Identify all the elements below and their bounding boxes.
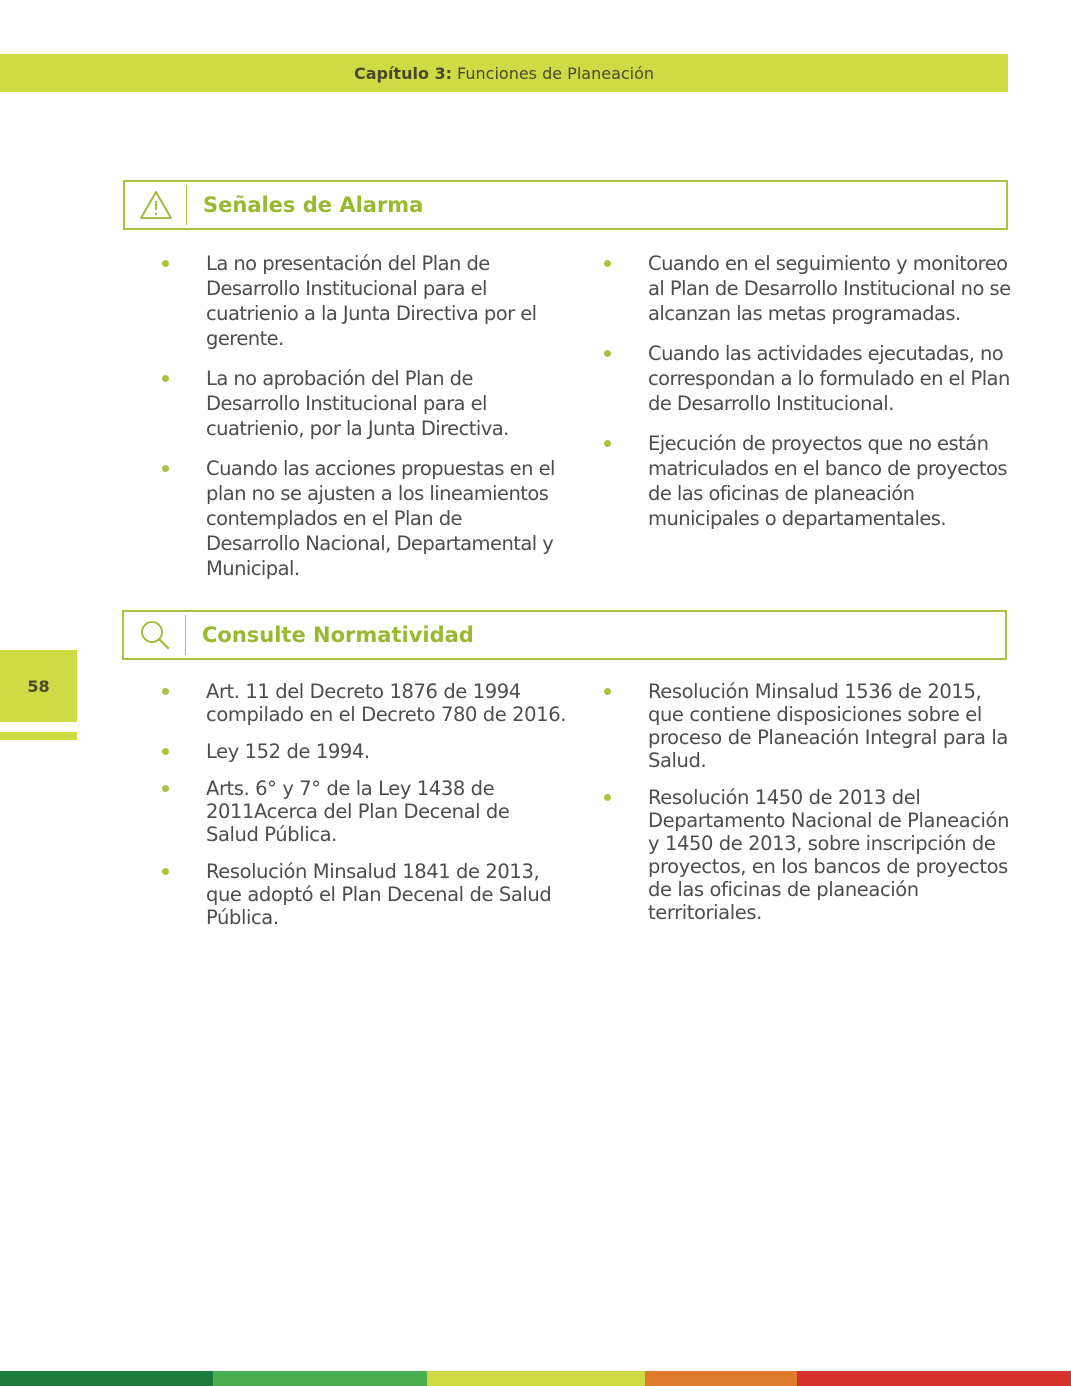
footer-segment bbox=[645, 1371, 797, 1386]
list-item: Cuando las actividades ejecutadas, no correspondan a lo formulado en el Plan de Desarrollo Institucional. bbox=[598, 341, 1018, 416]
search-icon bbox=[124, 615, 186, 655]
footer-segment bbox=[0, 1371, 213, 1386]
list-item: Art. 11 del Decreto 1876 de 1994 compilado en el Decreto 780 de 2016. bbox=[156, 680, 566, 726]
list-item: Cuando en el seguimiento y monitoreo al Plan de Desarrollo Institucional no se alcanzan las metas programadas. bbox=[598, 251, 1018, 326]
footer-segment bbox=[427, 1371, 645, 1386]
footer-segment bbox=[797, 1371, 1071, 1386]
alarm-left-column bbox=[156, 251, 556, 596]
list-item: Cuando las acciones propuestas en el plan no se ajusten a los lineamientos contemplados en el Plan de Desarrollo Nacional, Departamental y Municipal. bbox=[156, 456, 556, 581]
alarm-right-column bbox=[598, 251, 1018, 546]
list-item: Resolución Minsalud 1536 de 2015, que contiene disposiciones sobre el proceso de Planeación Integral para la Salud. bbox=[598, 680, 1018, 772]
page-number: 58 bbox=[0, 650, 77, 722]
chapter-header bbox=[0, 54, 1008, 92]
list-item: Ejecución de proyectos que no están matriculados en el banco de proyectos de las oficinas de planeación municipales o departamentales. bbox=[598, 431, 1018, 531]
norm-left-column bbox=[156, 680, 566, 943]
list-item: Resolución Minsalud 1841 de 2013, que adoptó el Plan Decenal de Salud Pública. bbox=[156, 860, 566, 929]
warning-icon bbox=[125, 185, 187, 225]
norm-section-header bbox=[122, 610, 1007, 660]
list-item: Resolución 1450 de 2013 del Departamento Nacional de Planeación y 1450 de 2013, sobre inscripción de proyectos, en los bancos de proyectos de las oficinas de planeación territoriales. bbox=[598, 786, 1018, 924]
chapter-label: Capítulo 3: bbox=[353, 63, 453, 83]
alarm-section-header bbox=[123, 180, 1008, 230]
list-item: Ley 152 de 1994. bbox=[156, 740, 566, 763]
norm-right-column bbox=[598, 680, 1018, 938]
list-item: La no aprobación del Plan de Desarrollo Institucional para el cuatrienio, por la Junta Directiva. bbox=[156, 366, 556, 441]
footer-segment bbox=[213, 1371, 427, 1386]
list-item: La no presentación del Plan de Desarrollo Institucional para el cuatrienio a la Junta Directiva por el gerente. bbox=[156, 251, 556, 351]
page-tab-underline bbox=[0, 732, 77, 740]
norm-section-title: Consulte Normatividad bbox=[202, 623, 474, 647]
footer-color-strip bbox=[0, 1371, 1071, 1386]
alarm-section-title: Señales de Alarma bbox=[203, 193, 424, 217]
list-item: Arts. 6° y 7° de la Ley 1438 de 2011Acerca del Plan Decenal de Salud Pública. bbox=[156, 777, 566, 846]
chapter-title: Funciones de Planeación bbox=[457, 63, 655, 83]
